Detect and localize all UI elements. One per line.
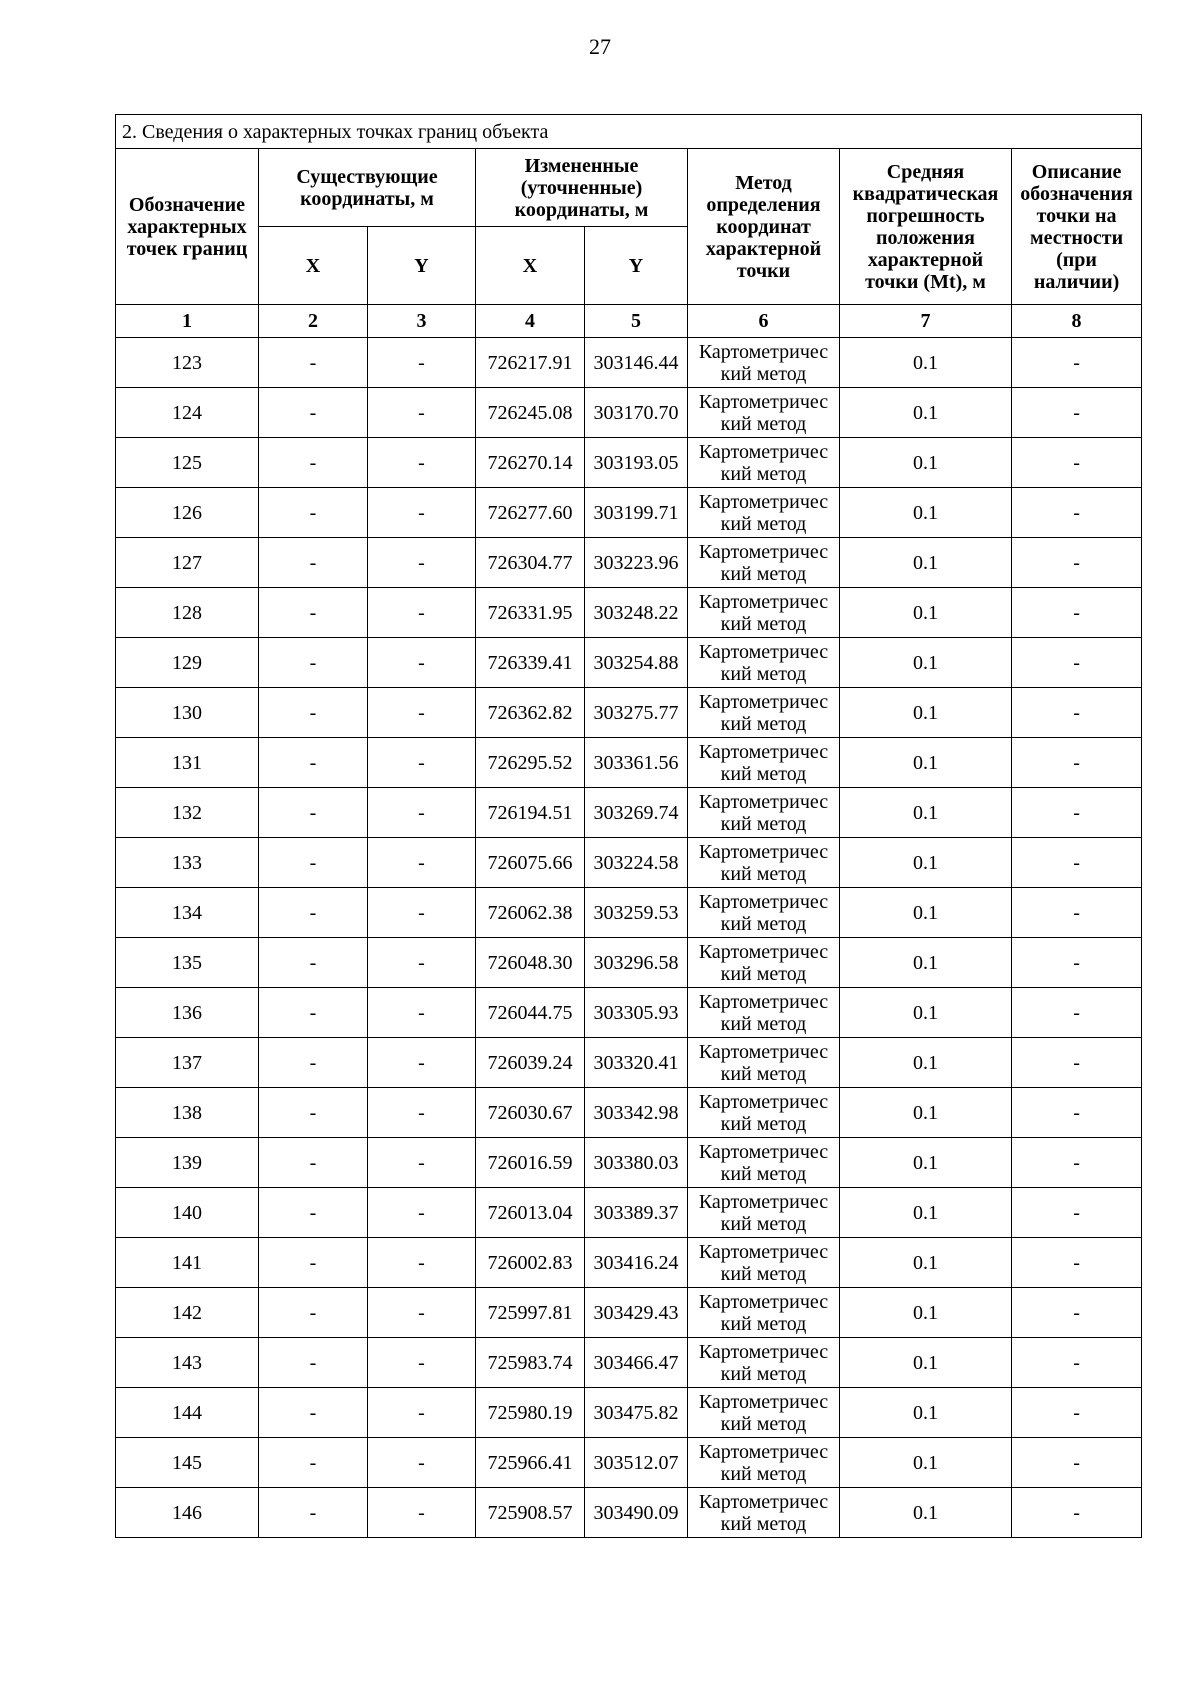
mean-square-error-cell: 0.1 [840,838,1012,888]
method-line-1: Картометричес [698,1340,829,1363]
existing-y-cell: - [368,688,476,738]
mean-square-error-cell: 0.1 [840,638,1012,688]
column-number: 6 [688,305,840,338]
changed-y-cell: 303305.93 [585,988,688,1038]
existing-x-cell: - [259,788,368,838]
changed-x-cell: 726277.60 [476,488,585,538]
existing-y-cell: - [368,1288,476,1338]
changed-y-cell: 303380.03 [585,1138,688,1188]
point-id-cell: 126 [116,488,259,538]
method-line-2: кий метод [720,1262,807,1285]
method-line-2: кий метод [720,712,807,735]
point-id-cell: 139 [116,1138,259,1188]
description-cell: - [1012,1288,1142,1338]
point-id-cell: 130 [116,688,259,738]
mean-square-error-cell: 0.1 [840,588,1012,638]
method-cell [688,1438,840,1488]
changed-y-cell: 303224.58 [585,838,688,888]
description-cell: - [1012,1338,1142,1388]
existing-y-cell: - [368,538,476,588]
method-line-2: кий метод [720,812,807,835]
changed-y-cell: 303259.53 [585,888,688,938]
method-line-1: Картометричес [698,540,829,563]
point-id-cell: 146 [116,1488,259,1538]
method-line-1: Картометричес [698,1140,829,1163]
method-line-1: Картометричес [698,390,829,413]
mean-square-error-cell: 0.1 [840,1238,1012,1288]
existing-x-cell: - [259,888,368,938]
changed-y-cell: 303193.05 [585,438,688,488]
existing-y-cell: - [368,1238,476,1288]
method-line-1: Картометричес [698,790,829,813]
existing-x-cell: - [259,338,368,388]
mean-square-error-cell: 0.1 [840,1488,1012,1538]
changed-x-cell: 726013.04 [476,1188,585,1238]
changed-x-cell: 726217.91 [476,338,585,388]
existing-y-cell: - [368,1088,476,1138]
description-cell: - [1012,488,1142,538]
existing-y-cell: - [368,938,476,988]
table-row [116,638,1142,688]
point-id-cell: 145 [116,1438,259,1488]
method-cell [688,538,840,588]
changed-y-cell: 303389.37 [585,1188,688,1238]
changed-y-cell: 303490.09 [585,1488,688,1538]
changed-y-cell: 303248.22 [585,588,688,638]
existing-y-cell: - [368,1338,476,1388]
changed-x-cell: 726039.24 [476,1038,585,1088]
point-id-cell: 125 [116,438,259,488]
existing-y-cell: - [368,588,476,638]
changed-x-cell: 726304.77 [476,538,585,588]
boundary-points-table [115,114,1142,1538]
existing-y-cell: - [368,1138,476,1188]
point-id-cell: 129 [116,638,259,688]
mean-square-error-cell: 0.1 [840,938,1012,988]
method-line-2: кий метод [720,1462,807,1485]
existing-y-cell: - [368,488,476,538]
method-cell [688,888,840,938]
mean-square-error-cell: 0.1 [840,1438,1012,1488]
method-line-1: Картометричес [698,1190,829,1213]
table-row [116,788,1142,838]
changed-x-cell: 725966.41 [476,1438,585,1488]
mean-square-error-cell: 0.1 [840,888,1012,938]
method-cell [688,938,840,988]
method-line-2: кий метод [720,412,807,435]
description-cell: - [1012,638,1142,688]
mean-square-error-cell: 0.1 [840,1088,1012,1138]
header-method: Метод определения координат характерной точки [688,149,840,305]
header-existing-x: X [259,227,368,305]
existing-x-cell: - [259,1388,368,1438]
existing-y-cell: - [368,788,476,838]
table-row [116,888,1142,938]
changed-x-cell: 725983.74 [476,1338,585,1388]
method-line-2: кий метод [720,912,807,935]
method-cell [688,988,840,1038]
method-line-2: кий метод [720,362,807,385]
table-row [116,938,1142,988]
changed-y-cell: 303254.88 [585,638,688,688]
changed-y-cell: 303275.77 [585,688,688,738]
method-cell [688,838,840,888]
existing-x-cell: - [259,988,368,1038]
mean-square-error-cell: 0.1 [840,738,1012,788]
method-line-2: кий метод [720,1112,807,1135]
changed-x-cell: 725997.81 [476,1288,585,1338]
changed-y-cell: 303416.24 [585,1238,688,1288]
table-row [116,1238,1142,1288]
mean-square-error-cell: 0.1 [840,688,1012,738]
existing-y-cell: - [368,338,476,388]
table-row [116,738,1142,788]
changed-x-cell: 725980.19 [476,1388,585,1438]
point-id-cell: 127 [116,538,259,588]
method-cell [688,688,840,738]
description-cell: - [1012,338,1142,388]
mean-square-error-cell: 0.1 [840,788,1012,838]
changed-x-cell: 726044.75 [476,988,585,1038]
description-cell: - [1012,1138,1142,1188]
description-cell: - [1012,988,1142,1038]
method-line-1: Картометричес [698,740,829,763]
method-cell [688,1338,840,1388]
method-cell [688,1238,840,1288]
existing-x-cell: - [259,388,368,438]
changed-x-cell: 726331.95 [476,588,585,638]
column-number: 8 [1012,305,1142,338]
changed-x-cell: 726362.82 [476,688,585,738]
method-cell [688,438,840,488]
existing-x-cell: - [259,1488,368,1538]
table-row [116,688,1142,738]
existing-y-cell: - [368,738,476,788]
existing-y-cell: - [368,988,476,1038]
method-line-2: кий метод [720,662,807,685]
existing-y-cell: - [368,888,476,938]
column-number: 4 [476,305,585,338]
point-id-cell: 135 [116,938,259,988]
description-cell: - [1012,1238,1142,1288]
description-cell: - [1012,738,1142,788]
method-line-1: Картометричес [698,1240,829,1263]
existing-x-cell: - [259,1338,368,1388]
point-id-cell: 128 [116,588,259,638]
existing-x-cell: - [259,438,368,488]
page-number: 27 [589,34,611,59]
method-line-1: Картометричес [698,640,829,663]
method-line-1: Картометричес [698,1490,829,1513]
mean-square-error-cell: 0.1 [840,1288,1012,1338]
changed-y-cell: 303199.71 [585,488,688,538]
point-id-cell: 142 [116,1288,259,1338]
column-number: 7 [840,305,1012,338]
method-cell [688,1488,840,1538]
mean-square-error-cell: 0.1 [840,488,1012,538]
mean-square-error-cell: 0.1 [840,538,1012,588]
section-title: 2. Сведения о характерных точках границ объекта [116,115,1142,149]
description-cell: - [1012,1488,1142,1538]
method-cell [688,1088,840,1138]
table-row [116,588,1142,638]
method-line-2: кий метод [720,1062,807,1085]
method-line-1: Картометричес [698,590,829,613]
method-cell [688,1138,840,1188]
description-cell: - [1012,1438,1142,1488]
column-number: 1 [116,305,259,338]
changed-x-cell: 726048.30 [476,938,585,988]
method-line-1: Картометричес [698,840,829,863]
existing-y-cell: - [368,838,476,888]
table-row [116,1488,1142,1538]
table-row [116,838,1142,888]
existing-y-cell: - [368,1038,476,1088]
changed-y-cell: 303146.44 [585,338,688,388]
existing-x-cell: - [259,1438,368,1488]
table-row [116,1138,1142,1188]
changed-y-cell: 303320.41 [585,1038,688,1088]
description-cell: - [1012,1388,1142,1438]
header-mean-square-error: Средняя квадратическая погрешность положения характерной точки (Mt), м [840,149,1012,305]
changed-x-cell: 726194.51 [476,788,585,838]
table-row [116,1288,1142,1338]
method-line-2: кий метод [720,1362,807,1385]
mean-square-error-cell: 0.1 [840,338,1012,388]
table-row [116,1388,1142,1438]
header-existing-coordinates: Существующие координаты, м [259,149,476,227]
changed-x-cell: 726016.59 [476,1138,585,1188]
point-id-cell: 144 [116,1388,259,1438]
changed-x-cell: 726270.14 [476,438,585,488]
point-id-cell: 136 [116,988,259,1038]
mean-square-error-cell: 0.1 [840,1138,1012,1188]
point-id-cell: 137 [116,1038,259,1088]
method-line-1: Картометричес [698,690,829,713]
changed-y-cell: 303223.96 [585,538,688,588]
mean-square-error-cell: 0.1 [840,988,1012,1038]
mean-square-error-cell: 0.1 [840,1038,1012,1088]
method-line-2: кий метод [720,462,807,485]
changed-y-cell: 303429.43 [585,1288,688,1338]
existing-x-cell: - [259,938,368,988]
method-line-2: кий метод [720,612,807,635]
existing-x-cell: - [259,1088,368,1138]
method-cell [688,788,840,838]
changed-x-cell: 726295.52 [476,738,585,788]
description-cell: - [1012,388,1142,438]
method-line-1: Картометричес [698,490,829,513]
point-id-cell: 131 [116,738,259,788]
method-cell [688,1288,840,1338]
description-cell: - [1012,938,1142,988]
table-row [116,438,1142,488]
point-id-cell: 124 [116,388,259,438]
method-cell [688,488,840,538]
description-cell: - [1012,588,1142,638]
mean-square-error-cell: 0.1 [840,1338,1012,1388]
method-line-2: кий метод [720,1212,807,1235]
description-cell: - [1012,438,1142,488]
table-row [116,338,1142,388]
description-cell: - [1012,1088,1142,1138]
changed-x-cell: 726075.66 [476,838,585,888]
header-changed-x: X [476,227,585,305]
method-line-1: Картометричес [698,340,829,363]
method-cell [688,338,840,388]
changed-y-cell: 303296.58 [585,938,688,988]
changed-y-cell: 303361.56 [585,738,688,788]
header-existing-y: Y [368,227,476,305]
method-cell [688,1038,840,1088]
existing-y-cell: - [368,638,476,688]
table-row [116,1088,1142,1138]
existing-x-cell: - [259,1188,368,1238]
header-description: Описание обозначения точки на местности (при наличии) [1012,149,1142,305]
point-id-cell: 138 [116,1088,259,1138]
existing-y-cell: - [368,438,476,488]
method-line-1: Картометричес [698,1290,829,1313]
changed-x-cell: 726339.41 [476,638,585,688]
method-cell [688,1188,840,1238]
header-changed-coordinates: Измененные (уточненные) координаты, м [476,149,688,227]
changed-y-cell: 303269.74 [585,788,688,838]
method-line-2: кий метод [720,562,807,585]
mean-square-error-cell: 0.1 [840,1388,1012,1438]
existing-x-cell: - [259,1038,368,1088]
description-cell: - [1012,688,1142,738]
existing-y-cell: - [368,1438,476,1488]
point-id-cell: 143 [116,1338,259,1388]
method-line-2: кий метод [720,1512,807,1535]
method-line-1: Картометричес [698,1390,829,1413]
description-cell: - [1012,788,1142,838]
existing-x-cell: - [259,688,368,738]
existing-x-cell: - [259,1138,368,1188]
column-number: 2 [259,305,368,338]
changed-x-cell: 726062.38 [476,888,585,938]
point-id-cell: 132 [116,788,259,838]
mean-square-error-cell: 0.1 [840,438,1012,488]
method-line-2: кий метод [720,512,807,535]
method-line-2: кий метод [720,862,807,885]
description-cell: - [1012,1038,1142,1088]
point-id-cell: 123 [116,338,259,388]
changed-y-cell: 303170.70 [585,388,688,438]
existing-x-cell: - [259,488,368,538]
method-cell [688,638,840,688]
mean-square-error-cell: 0.1 [840,388,1012,438]
table-body [116,338,1142,1538]
method-line-1: Картометричес [698,990,829,1013]
column-number: 5 [585,305,688,338]
existing-x-cell: - [259,1288,368,1338]
method-line-1: Картометричес [698,1440,829,1463]
changed-x-cell: 726030.67 [476,1088,585,1138]
point-id-cell: 140 [116,1188,259,1238]
method-line-1: Картометричес [698,1040,829,1063]
changed-x-cell: 726245.08 [476,388,585,438]
changed-x-cell: 726002.83 [476,1238,585,1288]
table-row [116,538,1142,588]
method-line-2: кий метод [720,762,807,785]
existing-x-cell: - [259,538,368,588]
description-cell: - [1012,538,1142,588]
existing-y-cell: - [368,388,476,438]
table-row [116,1038,1142,1088]
existing-x-cell: - [259,838,368,888]
changed-y-cell: 303512.07 [585,1438,688,1488]
method-line-2: кий метод [720,1012,807,1035]
table-row [116,388,1142,438]
method-line-2: кий метод [720,962,807,985]
existing-x-cell: - [259,638,368,688]
description-cell: - [1012,1188,1142,1238]
method-cell [688,588,840,638]
header-changed-y: Y [585,227,688,305]
method-line-1: Картометричес [698,1090,829,1113]
point-id-cell: 141 [116,1238,259,1288]
header-point-designation: Обозначение характерных точек границ [116,149,259,305]
description-cell: - [1012,838,1142,888]
method-cell [688,1388,840,1438]
changed-y-cell: 303466.47 [585,1338,688,1388]
point-id-cell: 133 [116,838,259,888]
table-row [116,1438,1142,1488]
method-cell [688,738,840,788]
existing-y-cell: - [368,1188,476,1238]
method-line-2: кий метод [720,1312,807,1335]
existing-x-cell: - [259,738,368,788]
existing-y-cell: - [368,1488,476,1538]
description-cell: - [1012,888,1142,938]
method-line-2: кий метод [720,1412,807,1435]
changed-y-cell: 303475.82 [585,1388,688,1438]
method-line-1: Картометричес [698,440,829,463]
column-number: 3 [368,305,476,338]
existing-x-cell: - [259,588,368,638]
existing-x-cell: - [259,1238,368,1288]
method-line-1: Картометричес [698,890,829,913]
changed-y-cell: 303342.98 [585,1088,688,1138]
method-line-2: кий метод [720,1162,807,1185]
table-row [116,988,1142,1038]
point-id-cell: 134 [116,888,259,938]
mean-square-error-cell: 0.1 [840,1188,1012,1238]
table-row [116,488,1142,538]
method-cell [688,388,840,438]
method-line-1: Картометричес [698,940,829,963]
table-row [116,1338,1142,1388]
existing-y-cell: - [368,1388,476,1438]
changed-x-cell: 725908.57 [476,1488,585,1538]
table-row [116,1188,1142,1238]
